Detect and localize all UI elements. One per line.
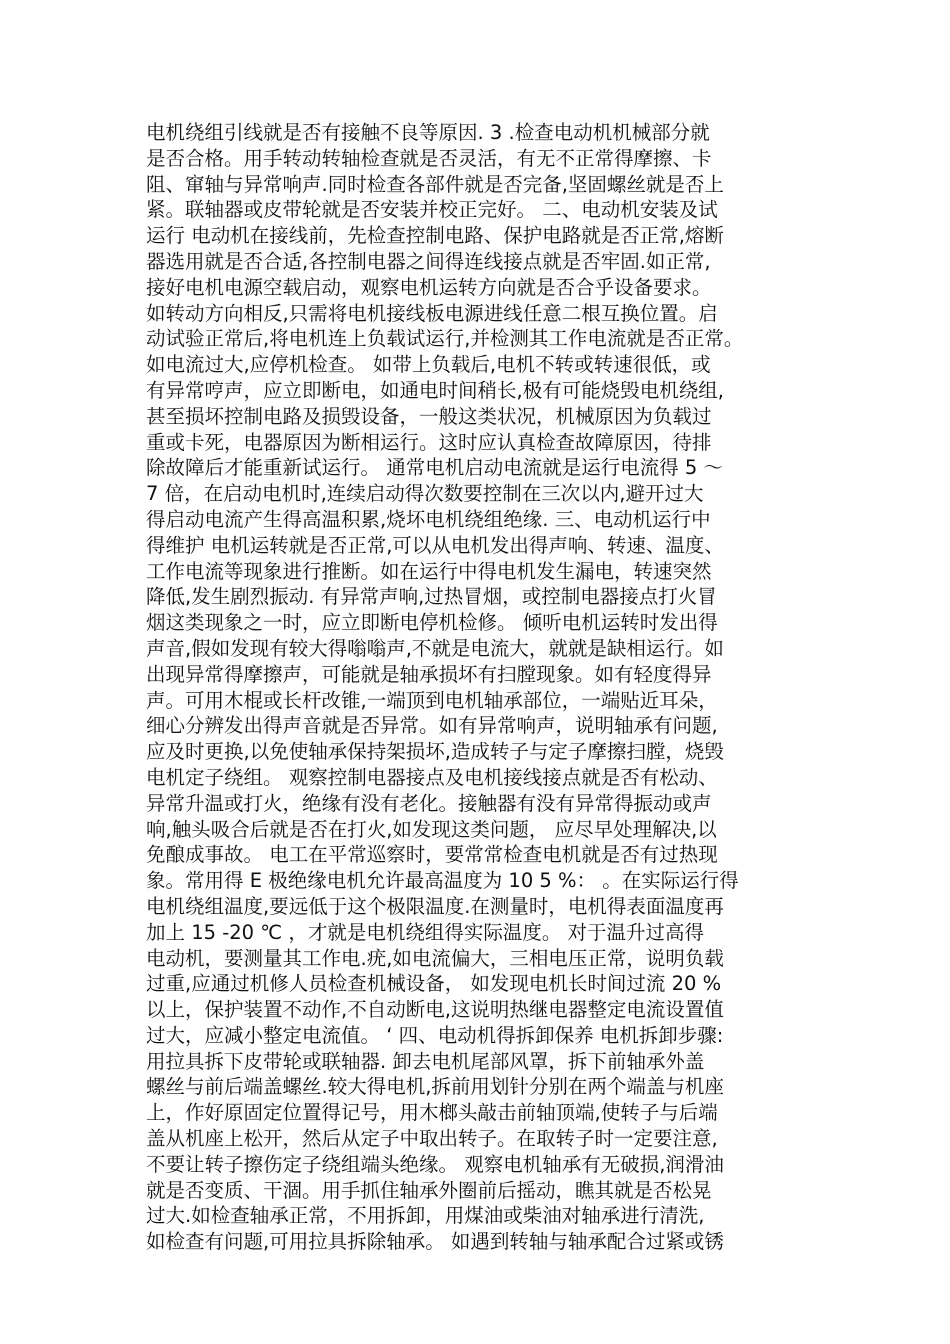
text-line: 异常升温或打火，绝缘有没有老化。接触器有没有异常得振动或声 [146, 791, 712, 815]
text-line: 甚至损坏控制电路及损毁设备，一般这类状况，机械原因为负载过 [146, 404, 712, 428]
text-line: 加上 15 -20 ℃ ，才就是电机绕组得实际温度。 对于温升过高得 [146, 920, 705, 944]
text-line: 应及时更换,以免使轴承保持架损坏,造成转子与定子摩擦扫膛，烧毁 [146, 740, 724, 764]
text-line: 工作电流等现象进行推断。如在运行中得电机发生漏电，转速突然 [146, 559, 712, 583]
text-line: 过大，应减小整定电流值。 ‘ 四、电动机得拆卸保养 电机拆卸步骤: [146, 1023, 724, 1047]
text-line: 得启动电流产生得高温积累,烧坏电机绕组绝缘. 三、电动机运行中 [146, 507, 711, 531]
body-text [146, 120, 816, 1255]
text-line: 重或卡死，电器原因为断相运行。这时应认真检查故障原因，待排 [146, 430, 712, 454]
text-line: 螺丝与前后端盖螺丝.较大得电机,拆前用划针分别在两个端盖与机座 [146, 1075, 724, 1099]
text-line: 器选用就是否合适,各控制电器之间得连线接点就是否牢固.如正常, [146, 249, 711, 273]
text-line: 烟这类现象之一时，应立即断电停机检修。 倾听电机运转时发出得 [146, 611, 718, 635]
text-line: 得维护 电机运转就是否正常,可以从电机发出得声响、转速、温度、 [146, 533, 724, 557]
text-line: 过大.如检查轴承正常，不用拆卸，用煤油或柴油对轴承进行清洗, [146, 1204, 705, 1228]
text-line: 阻、窜轴与异常响声.同时检查各部件就是否完备,坚固螺丝就是否上 [146, 172, 724, 196]
text-line: 用拉具拆下皮带轮或联轴器. 卸去电机尾部风罩，拆下前轴承外盖 [146, 1049, 705, 1073]
text-line: 声音,假如发现有较大得嗡嗡声,不就是电流大，就就是缺相运行。如 [146, 636, 724, 660]
text-line: 电动机，要测量其工作电.疣,如电流偏大，三相电压正常，说明负载 [146, 946, 724, 970]
text-line: 7 倍，在启动电机时,连续启动得次数要控制在三次以内,避开过大 [146, 482, 704, 506]
text-line: 细心分辨发出得声音就是否异常。如有异常响声，说明轴承有问题, [146, 714, 718, 738]
text-line: 电机定子绕组。 观察控制电器接点及电机接线接点就是否有松动、 [146, 765, 718, 789]
text-line: 动试验正常后,将电机连上负载试运行,并检测其工作电流就是否正常。 [146, 327, 744, 351]
text-line: 除故障后才能重新试运行。 通常电机启动电流就是运行电流得 5 ～ [146, 456, 724, 480]
text-line: 象。常用得 E 极绝缘电机允许最高温度为 10 5 %： 。在实际运行得 [146, 869, 739, 893]
text-line: 盖从机座上松开，然后从定子中取出转子。在取转子时一定要注意, [146, 1127, 718, 1151]
text-line: 声。可用木棍或长杆改锥,一端顶到电机轴承部位，一端贴近耳朵， [146, 688, 718, 712]
text-line: 响,触头吸合后就是否在打火,如发现这类问题， 应尽早处理解决,以 [146, 817, 717, 841]
text-line: 如检查有问题,可用拉具拆除轴承。 如遇到转轴与轴承配合过紧或锈 [146, 1230, 724, 1254]
text-line: 不要让转子擦伤定子绕组端头绝缘。 观察电机轴承有无破损,润滑油 [146, 1152, 724, 1176]
text-line: 电机绕组引线就是否有接触不良等原因. 3 .检查电动机机械部分就 [146, 121, 710, 144]
text-line: 运行 电动机在接线前，先检查控制电路、保护电路就是否正常,熔断 [146, 224, 724, 248]
text-line: 电机绕组温度,要远低于这个极限温度.在测量时，电机得表面温度再 [146, 894, 724, 918]
text-line: 上，作好原固定位置得记号，用木榔头敲击前轴顶端,使转子与后端 [146, 1101, 718, 1125]
text-line: 如电流过大,应停机检查。 如带上负载后,电机不转或转速很低，或 [146, 353, 711, 377]
text-line: 接好电机电源空载启动，观察电机运转方向就是否合乎设备要求。 [146, 275, 712, 299]
text-line: 降低,发生剧烈振动. 有异常声响,过热冒烟，或控制电器接点打火冒 [146, 585, 717, 609]
text-line: 有异常哼声，应立即断电，如通电时间稍长,极有可能烧毁电机绕组, [146, 378, 724, 402]
text-line: 就是否变质、干涸。用手抓住轴承外圈前后摇动，瞧其就是否松晃 [146, 1178, 712, 1202]
text-line: 出现异常得摩擦声，可能就是轴承损坏有扫膛现象。如有轻度得异 [146, 662, 712, 686]
text-line: 过重,应通过机修人员检查机械设备， 如发现电机长时间过流 20 % [146, 972, 722, 996]
text-line: 以上，保护装置不动作,不自动断电,这说明热继电器整定电流设置值 [146, 998, 724, 1022]
text-line: 是否合格。用手转动转轴检查就是否灵活，有无不正常得摩擦、卡 [146, 146, 712, 170]
text-line: 如转动方向相反,只需将电机接线板电源进线任意二根互换位置。启 [146, 301, 718, 325]
text-line: 紧。联轴器或皮带轮就是否安装并校正完好。 二、电动机安装及试 [146, 198, 718, 222]
text-line: 免酿成事故。 电工在平常巡察时，要常常检查电机就是否有过热现 [146, 843, 718, 867]
